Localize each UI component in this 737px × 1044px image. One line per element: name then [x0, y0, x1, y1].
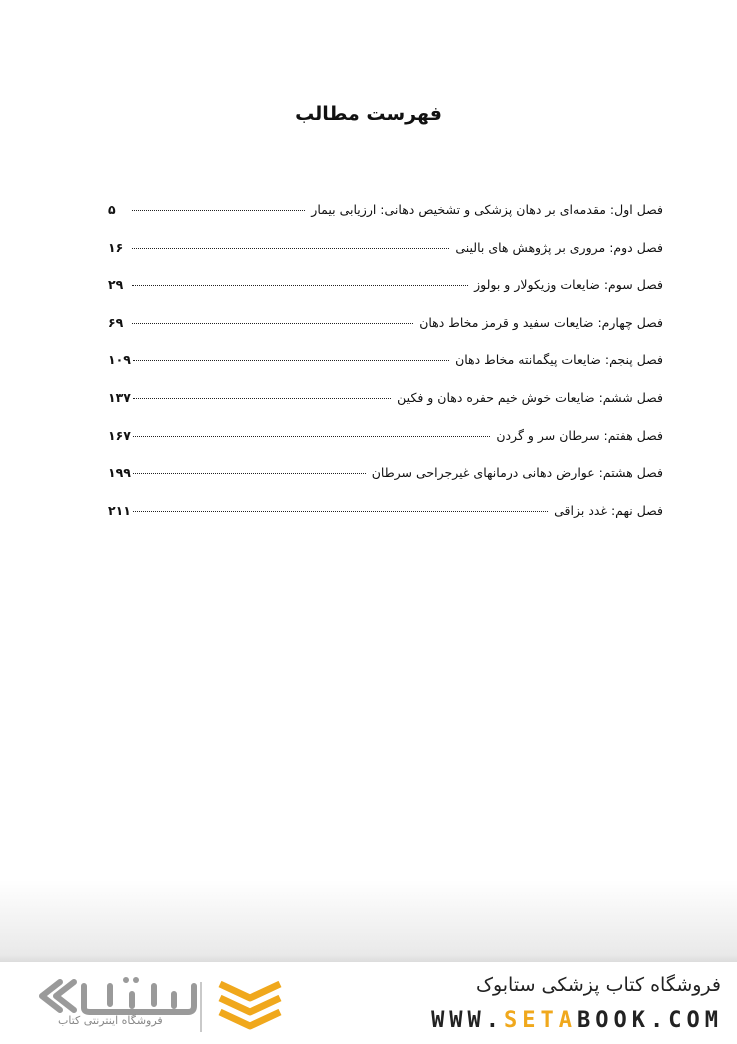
- toc-dot-leader: [133, 436, 490, 437]
- toc-entry[interactable]: [108, 352, 663, 390]
- toc-dot-leader: [133, 398, 391, 399]
- toc-dot-leader: [132, 248, 449, 249]
- logo-divider: [200, 982, 202, 1032]
- toc-dot-leader: [133, 360, 449, 361]
- page-title: فهرست مطالب: [295, 103, 442, 125]
- toc-entry-page: ۱۰۹: [108, 352, 131, 368]
- toc-entry-label: فصل نهم: غدد بزاقی: [554, 502, 663, 518]
- toc-dot-leader: [132, 323, 413, 324]
- toc-dot-leader: [132, 210, 305, 211]
- toc-entry-page: ۱۶۷: [108, 427, 131, 443]
- url-middle: BOOK: [577, 1008, 651, 1033]
- toc-entry[interactable]: [108, 428, 663, 466]
- store-footer: [0, 962, 737, 1044]
- toc-entry[interactable]: [108, 315, 663, 353]
- toc-entry-page: ۱۳۷: [108, 389, 131, 405]
- toc-entry[interactable]: [108, 465, 663, 503]
- toc-entry-label: فصل پنجم: ضایعات پیگمانته مخاط دهان: [455, 352, 663, 368]
- toc-entry-label: فصل اول: مقدمه‌ای بر دهان پزشکی و تشخیص دهانی: ارزیابی بیمار: [311, 202, 663, 217]
- url-prefix: WWW.: [431, 1008, 505, 1033]
- toc-entry[interactable]: [108, 240, 663, 278]
- logo-caption: فروشگاه اینترنتی کتاب: [58, 1014, 163, 1027]
- setabook-logo-icon: [28, 972, 288, 1038]
- toc-entry-page: ۲۱۱: [108, 502, 131, 518]
- toc-entry-page: ۱۹۹: [108, 465, 131, 481]
- table-of-contents: [108, 202, 663, 540]
- toc-dot-leader: [133, 473, 366, 474]
- toc-entry-label: فصل سوم: ضایعات وزیکولار و بولوز: [474, 277, 663, 293]
- toc-entry-label: فصل چهارم: ضایعات سفید و قرمز مخاط دهان: [419, 314, 663, 330]
- toc-entry-label: فصل هفتم: سرطان سر و گردن: [496, 427, 663, 443]
- toc-dot-leader: [132, 285, 468, 286]
- toc-entry-page: ۵: [108, 202, 116, 217]
- store-name: فروشگاه کتاب پزشکی ستابوک: [475, 974, 721, 996]
- url-accent: SETA: [504, 1008, 578, 1033]
- toc-entry-page: ۱۶: [108, 239, 124, 255]
- toc-entry-label: فصل دوم: مروری بر پژوهش های بالینی: [455, 239, 663, 255]
- toc-entry-label: فصل هشتم: عوارض دهانی درمانهای غیرجراحی سرطان: [371, 465, 663, 481]
- toc-entry-page: ۲۹: [108, 277, 124, 293]
- store-url[interactable]: [431, 1008, 723, 1033]
- toc-entry[interactable]: [108, 390, 663, 428]
- toc-entry-page: ۶۹: [108, 314, 124, 330]
- toc-entry-label: فصل ششم: ضایعات خوش خیم حفره دهان و فکین: [397, 389, 663, 405]
- url-suffix: .COM: [650, 1008, 723, 1033]
- toc-entry[interactable]: [108, 277, 663, 315]
- toc-entry[interactable]: [108, 202, 663, 240]
- toc-dot-leader: [133, 511, 548, 512]
- toc-entry[interactable]: [108, 503, 663, 541]
